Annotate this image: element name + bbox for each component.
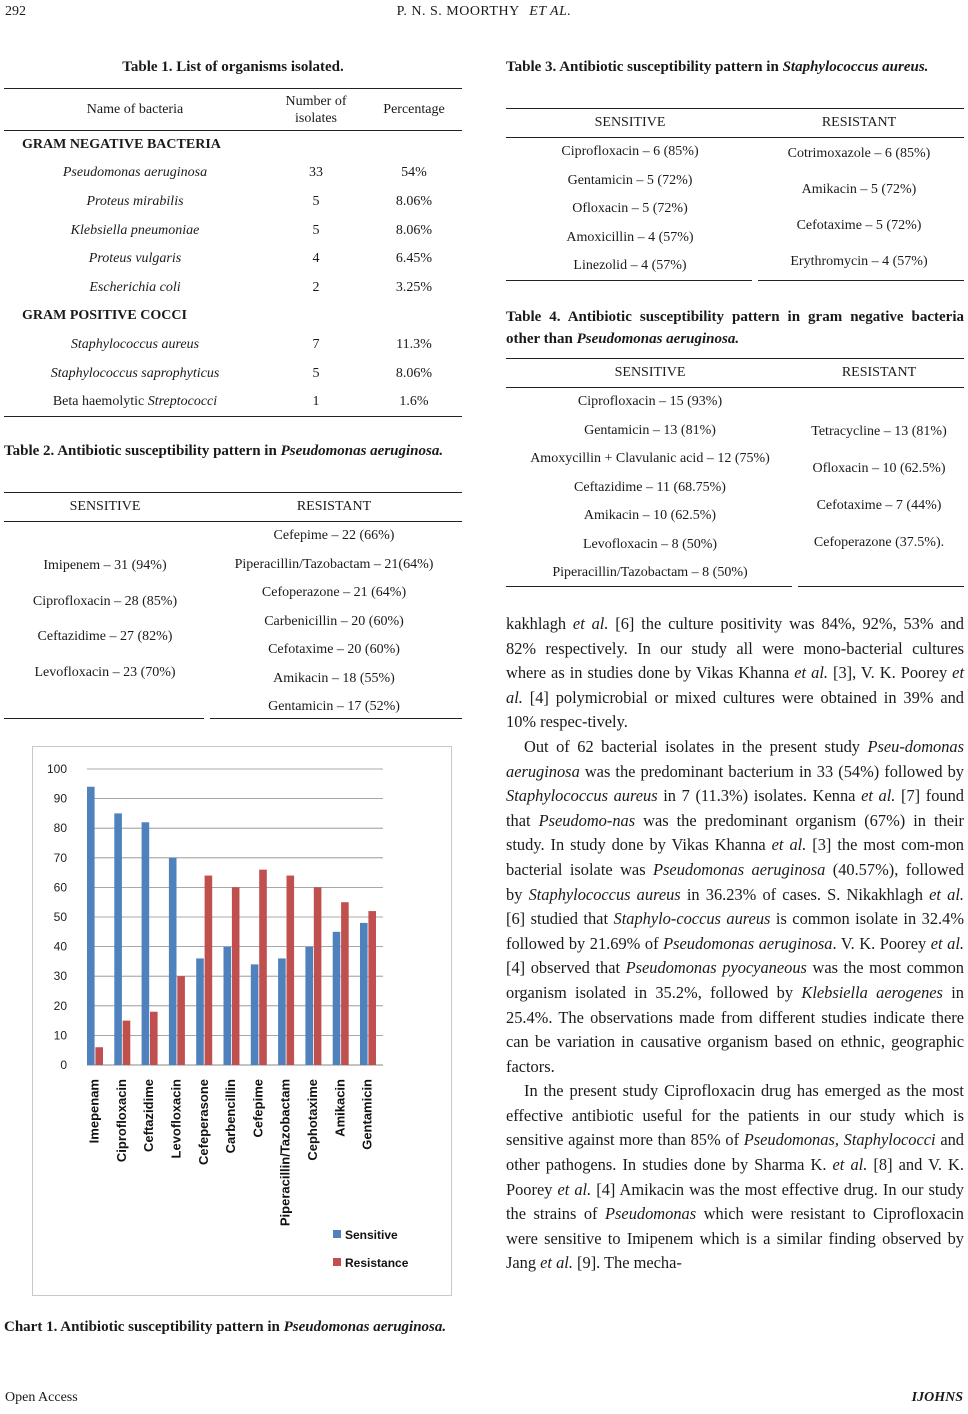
bar-resistance bbox=[259, 870, 267, 1065]
table1-percentage: 11.3% bbox=[396, 336, 432, 352]
table2-bottom-rule bbox=[210, 718, 462, 719]
table4-sensitive-item: Levofloxacin – 8 (50%) bbox=[582, 536, 718, 552]
bar-resistance bbox=[150, 1012, 158, 1065]
legend-label: Resistance bbox=[345, 1256, 409, 1270]
table1-organism-name: Pseudomonas aeruginosa bbox=[62, 165, 208, 181]
table3-resistant-item: Amikacin – 5 (72%) bbox=[801, 182, 917, 197]
table3-caption bbox=[506, 56, 964, 78]
x-tick-label: Ceftazidime bbox=[141, 1079, 157, 1152]
table1-percentage: 54% bbox=[401, 165, 427, 181]
header-et-al: ET AL. bbox=[529, 4, 572, 19]
chart1-caption-organism: Pseudomonas aeruginosa. bbox=[283, 1319, 447, 1335]
table-row bbox=[4, 159, 462, 188]
y-tick-label: 20 bbox=[53, 998, 67, 1013]
table4-bottom-rule bbox=[798, 586, 964, 587]
table4-resistant-item: Ofloxacin – 10 (62.5%) bbox=[812, 461, 946, 476]
bar-resistance bbox=[205, 876, 213, 1065]
y-tick-label: 40 bbox=[53, 939, 67, 954]
bar-sensitive bbox=[305, 947, 313, 1065]
bar-sensitive bbox=[114, 813, 122, 1065]
table4-caption-text: Table 4. Antibiotic susceptibility pattern in gram negative bacteria other than bbox=[506, 309, 964, 347]
x-tick-label: Piperacillin/Tazobactam bbox=[277, 1079, 293, 1227]
table1-percentage: 8.06% bbox=[395, 193, 433, 209]
table1-grid bbox=[4, 88, 462, 417]
table3-resistant-item: Cefotaxime – 5 (72%) bbox=[796, 218, 922, 233]
table4-sensitive-item: Piperacillin/Tazobactam – 8 (50%) bbox=[552, 565, 748, 580]
table4-sensitive-item: Amoxycillin + Clavulanic acid – 12 (75%) bbox=[530, 451, 770, 466]
page-number: 292 bbox=[5, 4, 26, 19]
table4-header bbox=[506, 358, 964, 388]
table3-caption-organism: Staphylococcus aureus. bbox=[782, 59, 929, 75]
table1-group-row bbox=[4, 131, 462, 160]
table1-organism-name: Proteus mirabilis bbox=[86, 193, 184, 209]
legend-swatch bbox=[333, 1230, 341, 1238]
table4-sensitive-item: Amikacin – 10 (62.5%) bbox=[583, 508, 717, 523]
running-header bbox=[0, 0, 968, 30]
table4-resistant-item: Cefoperazone (37.5%). bbox=[813, 535, 945, 550]
table2-header-resistant: RESISTANT bbox=[296, 499, 372, 514]
table1-organism-name: Proteus vulgaris bbox=[88, 251, 182, 267]
bar-resistance bbox=[177, 976, 185, 1065]
chart1-caption bbox=[4, 1316, 462, 1338]
table2-resistant-item: Cefepime – 22 (66%) bbox=[273, 528, 395, 543]
table4-sensitive-item: Ceftazidime – 11 (68.75%) bbox=[574, 479, 726, 495]
table1-group-label: GRAM NEGATIVE BACTERIA bbox=[22, 137, 221, 153]
bar-sensitive bbox=[333, 932, 341, 1065]
table-row bbox=[4, 245, 462, 274]
x-tick-label: Cefeperasone bbox=[195, 1079, 211, 1165]
table2-resistant-item: Cefotaxime – 20 (60%) bbox=[268, 642, 400, 657]
bar-sensitive bbox=[224, 947, 232, 1065]
table3-sensitive-item: Amoxicillin – 4 (57%) bbox=[566, 229, 694, 245]
table2-bottom-rule bbox=[4, 718, 204, 719]
table1-isolate-count: 2 bbox=[312, 279, 320, 295]
y-tick-label: 50 bbox=[53, 910, 67, 924]
table1-isolate-count: 33 bbox=[309, 165, 323, 181]
y-tick-label: 80 bbox=[53, 821, 67, 836]
table3-caption-text: Table 3. Antibiotic susceptibility pattern in bbox=[506, 59, 783, 75]
bar-resistance bbox=[314, 887, 322, 1065]
legend-label: Sensitive bbox=[345, 1228, 398, 1242]
table2-header-sensitive: SENSITIVE bbox=[69, 499, 141, 514]
table1-body bbox=[4, 131, 462, 417]
body-paragraph-2: Out of 62 bacterial isolates in the present study Pseu-domonas aeruginosa was the predominant bacterium in 33 (54%) followed by Staphylococcus aureus in 7 (11.3%) isolates. Kenna et al. [7] found that Pseudomo-nas was the predominant organism (67%) in their study. In study done by Vikas Khanna et al. [3] the most com-mon bacterial isolate was Pseudomonas aeruginosa (40.57%), followed by Staphylococcus aureus in 36.23% of cases. S. Nikakhlagh et al. [6] studied that Staphylo-coccus aureus is common isolate in 32.4% followed by 21.69% of Pseudomonas aeruginosa. V. K. Poorey et al. [4] observed that Pseudomonas pyocyaneous was the most common organism isolated in 35.2%, followed by Klebsiella aerogenes in 25.4%. The observations made from different studies indicate there can be variation in causative organism based on ethnic, geographic factors. bbox=[506, 736, 965, 1076]
table4-caption bbox=[506, 306, 964, 350]
table3-bottom-rule bbox=[506, 280, 752, 281]
header-authors bbox=[0, 4, 968, 20]
y-tick-label: 90 bbox=[53, 791, 67, 806]
table1-organism-name: Beta haemolytic Streptococci bbox=[52, 393, 218, 409]
table1-percentage: 3.25% bbox=[395, 279, 433, 295]
table1-isolate-count: 5 bbox=[312, 193, 320, 209]
header-author-name: P. N. S. MOORTHY bbox=[396, 4, 520, 19]
table2-sensitive-item: Ceftazidime – 27 (82%) bbox=[37, 629, 173, 644]
table3-sensitive-item: Ciprofloxacin – 6 (85%) bbox=[561, 144, 699, 159]
x-tick-label: Gentamicin bbox=[359, 1079, 375, 1150]
bar-resistance bbox=[232, 887, 240, 1065]
y-tick-label: 100 bbox=[46, 762, 67, 776]
chart1-svg bbox=[33, 747, 453, 1297]
body-paragraph-1: kakhlagh et al. [6] the culture positivity was 84%, 92%, 53% and 82% respectively. In our study all were mono-bacterial cultures where as in studies done by Vikas Khanna et al. [3], V. K. Poorey et al. [4] polymicrobial or mixed cultures were obtained in 39% and 10% respec-tively. bbox=[506, 614, 965, 732]
table1-header-count: Number of isolates bbox=[266, 89, 366, 131]
table3 bbox=[506, 108, 964, 283]
bar-sensitive bbox=[360, 923, 368, 1065]
table1-organism-name: Staphylococcus aureus bbox=[70, 336, 200, 352]
table1-header-name: Name of bacteria bbox=[4, 89, 266, 131]
table-row bbox=[4, 216, 462, 245]
table4-sensitive-item: Ciprofloxacin – 15 (93%) bbox=[577, 394, 723, 409]
table3-bottom-rule bbox=[758, 280, 964, 281]
table4-header-resistant: RESISTANT bbox=[841, 365, 917, 380]
table2-resistant-item: Carbenicillin – 20 (60%) bbox=[264, 613, 404, 629]
table2-resistant-item: Cefoperazone – 21 (64%) bbox=[261, 585, 407, 600]
footer-open-access: Open Access bbox=[5, 1390, 78, 1405]
table2-header bbox=[4, 492, 462, 522]
table4-bottom-rule bbox=[506, 586, 792, 587]
table1-organism-name: Staphylococcus saprophyticus bbox=[50, 365, 220, 381]
table1 bbox=[4, 88, 462, 417]
table2 bbox=[4, 492, 462, 722]
table2-sensitive-item: Levofloxacin – 23 (70%) bbox=[34, 664, 176, 680]
table1-organism-name: Escherichia coli bbox=[89, 279, 181, 295]
table2-resistant-item: Piperacillin/Tazobactam – 21(64%) bbox=[234, 556, 434, 572]
table3-sensitive-item: Ofloxacin – 5 (72%) bbox=[572, 201, 688, 216]
bar-resistance bbox=[287, 876, 295, 1065]
table1-caption: Table 1. List of organisms isolated. bbox=[122, 59, 344, 75]
x-tick-label: Imepenam bbox=[86, 1079, 102, 1144]
table1-percentage: 8.06% bbox=[395, 222, 433, 238]
bar-resistance bbox=[123, 1021, 131, 1065]
table4-resistant-item: Cefotaxime – 7 (44%) bbox=[816, 498, 942, 513]
x-tick-label: Ciprofloxacin bbox=[113, 1079, 129, 1163]
bar-resistance bbox=[95, 1047, 103, 1065]
table4 bbox=[506, 358, 964, 588]
y-tick-label: 70 bbox=[53, 850, 67, 865]
table-row bbox=[4, 359, 462, 388]
bar-sensitive bbox=[87, 787, 95, 1065]
table1-organism-name: Klebsiella pneumoniae bbox=[70, 222, 200, 238]
legend-swatch bbox=[333, 1258, 341, 1266]
table1-isolate-count: 1 bbox=[312, 393, 320, 409]
x-tick-label: Carbencillin bbox=[223, 1079, 239, 1154]
x-tick-label: Cephotaxime bbox=[305, 1079, 320, 1161]
table2-caption-text: Table 2. Antibiotic susceptibility pattern in bbox=[4, 443, 281, 459]
table1-percentage: 1.6% bbox=[399, 393, 429, 409]
table3-sensitive-item: Linezolid – 4 (57%) bbox=[573, 258, 687, 273]
table1-percentage: 6.45% bbox=[395, 251, 433, 267]
table1-group-row bbox=[4, 302, 462, 331]
table3-header bbox=[506, 108, 964, 138]
body-text bbox=[506, 612, 964, 1276]
table2-caption bbox=[4, 440, 462, 462]
table4-header-sensitive: SENSITIVE bbox=[614, 365, 686, 380]
table3-resistant-item: Cotrimoxazole – 6 (85%) bbox=[787, 146, 931, 161]
table1-group-label: GRAM POSITIVE COCCI bbox=[22, 308, 187, 324]
table1-isolate-count: 5 bbox=[312, 222, 320, 238]
y-tick-label: 10 bbox=[53, 1028, 67, 1043]
x-tick-label: Cefepime bbox=[250, 1079, 266, 1138]
table1-isolate-count: 4 bbox=[312, 251, 320, 267]
table3-resistant-item: Erythromycin – 4 (57%) bbox=[790, 254, 928, 269]
table1-header-percent: Percentage bbox=[366, 89, 462, 131]
table2-resistant-item: Gentamicin – 17 (52%) bbox=[268, 699, 400, 714]
bar-sensitive bbox=[278, 958, 286, 1065]
table1-isolate-count: 5 bbox=[312, 365, 320, 381]
bar-resistance bbox=[341, 902, 349, 1065]
footer-journal: IJOHNS bbox=[911, 1390, 963, 1405]
table4-sensitive-item: Gentamicin – 13 (81%) bbox=[584, 422, 716, 438]
body-paragraph-3: In the present study Ciprofloxacin drug has emerged as the most effective antibiotic useful for the patients in our study which is sensitive against more than 85% of Pseudomonas, Staphylococci and other pathogens. In studies done by Sharma K. et al. [8] and V. K. Poorey et al. [4] Amikacin was the most effective drug. In our study the strains of Pseudomonas which were resistant to Ciprofloxacin were sensitive to Imipenem which is a similar finding observed by Jang et al. [9]. The mecha- bbox=[506, 1081, 964, 1273]
table3-header-resistant: RESISTANT bbox=[821, 115, 897, 130]
table-row bbox=[4, 331, 462, 360]
chart1 bbox=[32, 746, 452, 1296]
bar-resistance bbox=[368, 911, 376, 1065]
x-tick-label: Amikacin bbox=[332, 1079, 348, 1137]
table4-resistant-item: Tetracycline – 13 (81%) bbox=[811, 424, 947, 439]
table-row bbox=[4, 388, 462, 417]
table-row bbox=[4, 188, 462, 217]
table3-header-sensitive: SENSITIVE bbox=[594, 115, 666, 130]
bar-sensitive bbox=[251, 964, 259, 1065]
table-row bbox=[4, 273, 462, 302]
y-tick-label: 30 bbox=[53, 969, 67, 984]
table2-sensitive-item: Imipenem – 31 (94%) bbox=[43, 558, 167, 573]
chart1-caption-text: Chart 1. Antibiotic susceptibility pattern in bbox=[4, 1319, 284, 1335]
table2-resistant-item: Amikacin – 18 (55%) bbox=[273, 670, 395, 686]
table1-percentage: 8.06% bbox=[395, 365, 433, 381]
bar-sensitive bbox=[142, 822, 150, 1065]
table2-sensitive-item: Ciprofloxacin – 28 (85%) bbox=[32, 593, 178, 609]
y-tick-label: 0 bbox=[60, 1058, 67, 1072]
table1-isolate-count: 7 bbox=[312, 336, 320, 352]
table2-caption-organism: Pseudomonas aeruginosa. bbox=[280, 443, 444, 459]
y-tick-label: 60 bbox=[53, 880, 67, 895]
bar-sensitive bbox=[196, 958, 204, 1065]
table3-sensitive-item: Gentamicin – 5 (72%) bbox=[567, 172, 693, 188]
bar-sensitive bbox=[169, 858, 177, 1065]
x-tick-label: Levofloxacin bbox=[168, 1079, 184, 1159]
table4-caption-organism: Pseudomonas aeruginosa. bbox=[576, 331, 740, 347]
